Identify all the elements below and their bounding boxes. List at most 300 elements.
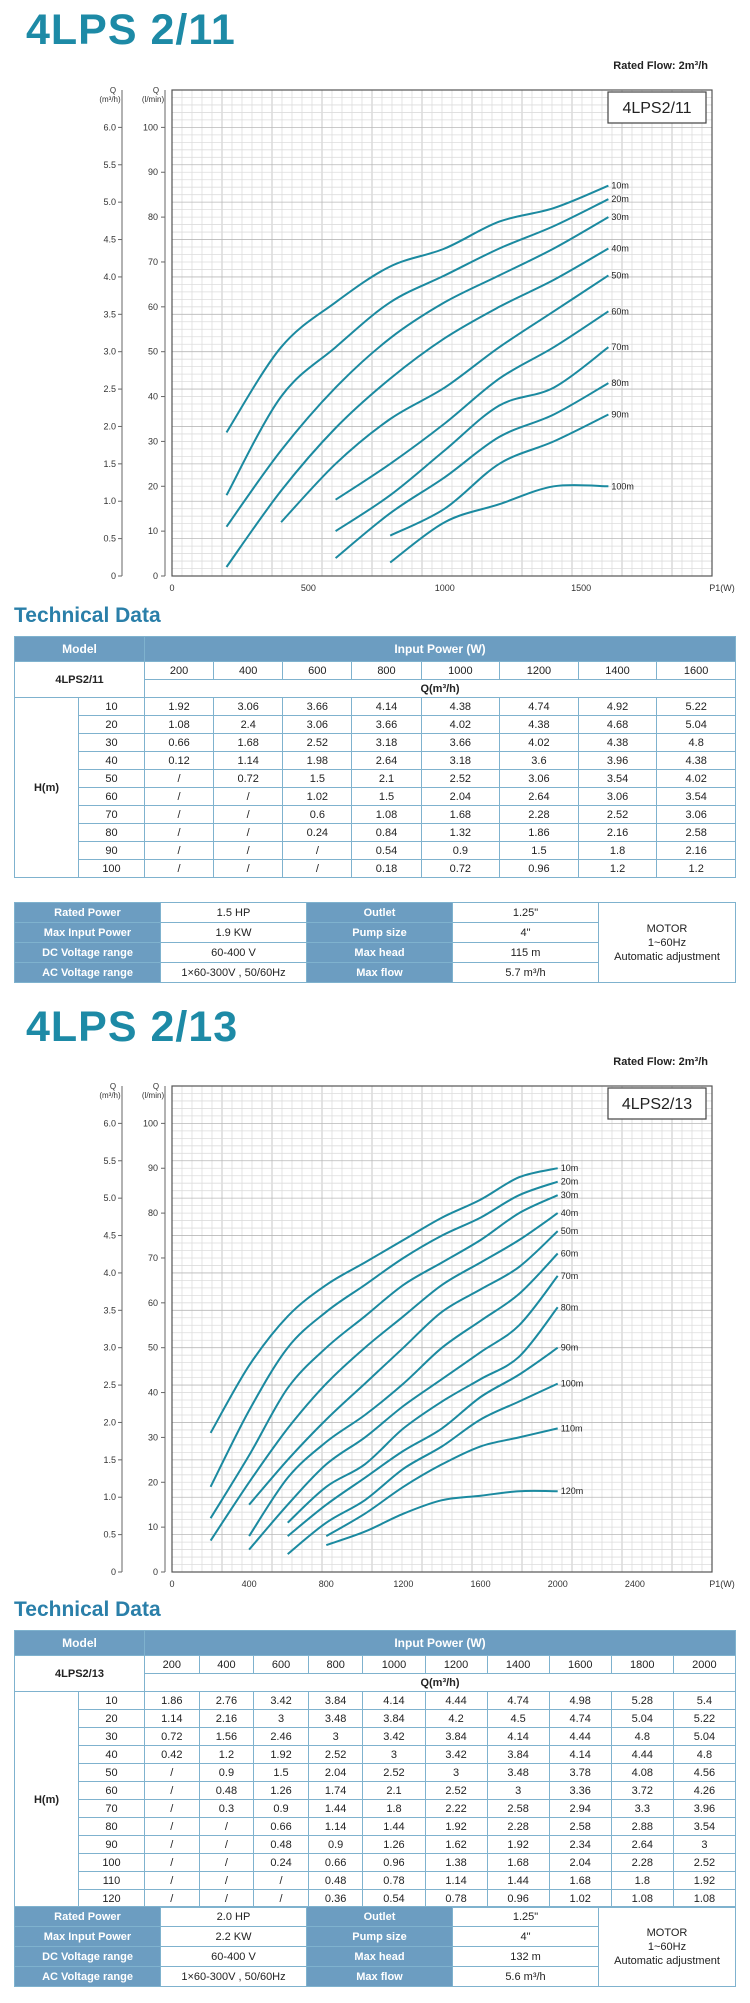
flow-value: 4.44 [425, 1692, 487, 1710]
y2-tick-label: 30 [147, 436, 158, 447]
flow-value: 3.42 [425, 1746, 487, 1764]
flow-value: 1.08 [145, 716, 214, 734]
flow-value: 1.08 [673, 1890, 735, 1908]
flow-value: / [145, 1818, 200, 1836]
outlet-label: Outlet [307, 1907, 453, 1927]
flow-value: 1.92 [254, 1746, 309, 1764]
flow-unit-label: Q(m³/h) [145, 680, 736, 698]
flow-value: 3 [363, 1746, 425, 1764]
x-tick-label: 2000 [547, 1579, 568, 1589]
performance-chart [0, 80, 750, 600]
flow-value: 0.48 [199, 1782, 254, 1800]
flow-value: 0.72 [421, 860, 500, 878]
flow-value: 3.48 [308, 1710, 363, 1728]
y2-tick-label: 10 [147, 1522, 158, 1533]
flow-value: 4.02 [421, 716, 500, 734]
x-tick-label: 2400 [624, 1579, 645, 1589]
flow-value: / [283, 860, 352, 878]
y-tick-label: 4.5 [103, 234, 116, 245]
x-tick-label: 800 [318, 1579, 334, 1589]
flow-value: 1.2 [657, 860, 736, 878]
flow-value: 0.54 [363, 1890, 425, 1908]
y-axis-label: Q [109, 1082, 117, 1091]
head-value: 20 [79, 1710, 145, 1728]
flow-value: / [145, 1872, 200, 1890]
flow-value: 2.34 [549, 1836, 611, 1854]
flow-value: 4.8 [611, 1728, 673, 1746]
flow-value: 2.22 [425, 1800, 487, 1818]
flow-value: 1.26 [254, 1782, 309, 1800]
flow-value: 2.64 [500, 788, 579, 806]
flow-value: 2.58 [657, 824, 736, 842]
curve-90m [390, 415, 608, 536]
flow-value: 2.94 [549, 1800, 611, 1818]
curve-label-30m: 30m [560, 1190, 579, 1201]
head-label: H(m) [15, 1692, 79, 1908]
flow-value: / [214, 860, 283, 878]
y2-tick-label: 10 [147, 526, 158, 537]
y2-tick-label: 60 [147, 301, 158, 312]
head-value: 90 [79, 1836, 145, 1854]
flow-value: 4.38 [657, 752, 736, 770]
x-tick-label: 400 [241, 1579, 257, 1589]
y-tick-label: 2.5 [103, 384, 116, 395]
y-axis-label: (m³/h) [99, 1091, 121, 1100]
flow-value: 3 [425, 1764, 487, 1782]
x-tick-label: 1500 [571, 583, 592, 593]
flow-value: / [254, 1872, 309, 1890]
flow-value: 0.66 [254, 1818, 309, 1836]
flow-value: 1.68 [421, 806, 500, 824]
y-axis-label: Q [109, 86, 117, 95]
flow-value: 1.92 [145, 698, 214, 716]
flow-value: 1.92 [425, 1818, 487, 1836]
curve-50m [249, 1231, 558, 1505]
head-value: 10 [79, 1692, 145, 1710]
flow-value: 0.36 [308, 1890, 363, 1908]
power-value: 1600 [657, 662, 736, 680]
power-value: 600 [283, 662, 352, 680]
pump-size-value: 4" [453, 923, 599, 943]
flow-value: 1.14 [214, 752, 283, 770]
flow-value: 3.84 [363, 1710, 425, 1728]
curve-label-80m: 80m [611, 378, 629, 389]
input-power-header: Input Power (W) [145, 637, 736, 662]
flow-value: / [145, 824, 214, 842]
flow-value: 2.64 [611, 1836, 673, 1854]
curve-30m [211, 1195, 558, 1518]
technical-data-table [14, 1630, 736, 1908]
curve-10m [227, 186, 609, 433]
power-value: 200 [145, 1656, 200, 1674]
head-value: 110 [79, 1872, 145, 1890]
flow-value: 3 [254, 1710, 309, 1728]
y-tick-label: 4.0 [103, 1267, 116, 1278]
y2-tick-label: 100 [142, 122, 158, 133]
curve-label-20m: 20m [611, 194, 629, 205]
power-value: 1800 [611, 1656, 673, 1674]
outlet-label: Outlet [307, 903, 453, 923]
y-tick-label: 5.5 [103, 1155, 116, 1166]
y2-tick-label: 100 [142, 1118, 158, 1129]
flow-value: 4.74 [487, 1692, 549, 1710]
flow-value: 3.66 [421, 734, 500, 752]
power-value: 1400 [578, 662, 657, 680]
flow-value: 4.08 [611, 1764, 673, 1782]
flow-value: 1.92 [673, 1872, 735, 1890]
head-value: 30 [79, 1728, 145, 1746]
flow-value: 1.2 [199, 1746, 254, 1764]
flow-value: 3.6 [500, 752, 579, 770]
flow-value: 1.08 [352, 806, 421, 824]
flow-value: 5.04 [657, 716, 736, 734]
curve-label-10m: 10m [560, 1163, 579, 1174]
max-input-power-label: Max Input Power [15, 1927, 161, 1947]
flow-value: / [199, 1836, 254, 1854]
flow-value: 2.16 [578, 824, 657, 842]
power-value: 400 [214, 662, 283, 680]
model-name: 4LPS2/11 [15, 662, 145, 698]
flow-value: / [145, 1764, 200, 1782]
flow-value: 1.38 [425, 1854, 487, 1872]
max-input-power-value: 1.9 KW [161, 923, 307, 943]
flow-value: 1.62 [425, 1836, 487, 1854]
flow-value: 4.98 [549, 1692, 611, 1710]
outlet-value: 1.25" [453, 903, 599, 923]
flow-value: 2.76 [199, 1692, 254, 1710]
flow-value: 2.52 [578, 806, 657, 824]
y-tick-label: 5.5 [103, 159, 116, 170]
flow-value: 4.68 [578, 716, 657, 734]
spec-table [14, 902, 736, 983]
max-head-value: 115 m [453, 943, 599, 963]
flow-value: / [145, 842, 214, 860]
head-value: 90 [79, 842, 145, 860]
dc-voltage-value: 60-400 V [161, 943, 307, 963]
y-tick-label: 6.0 [103, 1118, 116, 1129]
curve-label-50m: 50m [611, 270, 629, 281]
flow-value: 2.04 [421, 788, 500, 806]
technical-data-heading: Technical Data [14, 1598, 161, 1621]
flow-value: 3.42 [363, 1728, 425, 1746]
y2-axis-label: Q [152, 1082, 160, 1091]
flow-value: 1.08 [611, 1890, 673, 1908]
head-value: 30 [79, 734, 145, 752]
y2-axis-label: Q [152, 86, 160, 95]
flow-value: 3 [487, 1782, 549, 1800]
flow-value: / [199, 1890, 254, 1908]
flow-value: 2.52 [425, 1782, 487, 1800]
flow-value: 3.66 [352, 716, 421, 734]
x-tick-label: 1600 [470, 1579, 491, 1589]
x-tick-label: 0 [169, 1579, 175, 1589]
flow-value: 1.44 [487, 1872, 549, 1890]
y-tick-label: 0.5 [103, 1529, 116, 1540]
y2-tick-label: 60 [147, 1297, 158, 1308]
flow-value: 4.26 [673, 1782, 735, 1800]
curve-label-70m: 70m [611, 342, 629, 353]
flow-value: 3.42 [254, 1692, 309, 1710]
flow-value: 3.06 [578, 788, 657, 806]
pump-size-value: 4" [453, 1927, 599, 1947]
head-value: 80 [79, 1818, 145, 1836]
head-value: 70 [79, 806, 145, 824]
curve-label-40m: 40m [611, 243, 629, 254]
flow-value: 5.04 [611, 1710, 673, 1728]
flow-value: 1.2 [578, 860, 657, 878]
curve-100m [288, 1384, 558, 1555]
flow-value: 4.14 [549, 1746, 611, 1764]
flow-value: 2.52 [363, 1764, 425, 1782]
y-tick-label: 1.5 [103, 1454, 116, 1465]
curve-label-100m: 100m [560, 1378, 584, 1389]
pump-size-label: Pump size [307, 1927, 453, 1947]
flow-value: 2.28 [611, 1854, 673, 1872]
flow-value: 1.44 [308, 1800, 363, 1818]
power-value: 1600 [549, 1656, 611, 1674]
curve-40m [211, 1213, 558, 1541]
curve-20m [227, 199, 609, 495]
outlet-value: 1.25" [453, 1907, 599, 1927]
flow-value: 2.28 [500, 806, 579, 824]
flow-value: 2.04 [308, 1764, 363, 1782]
y-tick-label: 3.0 [103, 346, 116, 357]
y-axis-label: (m³/h) [99, 95, 121, 104]
flow-unit-label: Q(m³/h) [145, 1674, 736, 1692]
flow-value: 0.96 [363, 1854, 425, 1872]
flow-value: 5.4 [673, 1692, 735, 1710]
flow-value: 4.02 [657, 770, 736, 788]
x-tick-label: 500 [300, 583, 316, 593]
flow-value: / [145, 1890, 200, 1908]
rated-power-label: Rated Power [15, 903, 161, 923]
y2-tick-label: 80 [147, 212, 158, 223]
flow-value: 0.3 [199, 1800, 254, 1818]
head-value: 50 [79, 1764, 145, 1782]
flow-value: 0.96 [487, 1890, 549, 1908]
y2-tick-label: 40 [147, 391, 158, 402]
power-value: 800 [352, 662, 421, 680]
flow-value: 1.32 [421, 824, 500, 842]
flow-value: 1.5 [254, 1764, 309, 1782]
flow-value: 3.84 [425, 1728, 487, 1746]
flow-value: 3.06 [214, 698, 283, 716]
max-input-power-label: Max Input Power [15, 923, 161, 943]
x-tick-label: 1000 [434, 583, 455, 593]
flow-value: 0.42 [145, 1746, 200, 1764]
flow-value: 3.18 [421, 752, 500, 770]
flow-value: 2.16 [657, 842, 736, 860]
y-tick-label: 1.5 [103, 458, 116, 469]
dc-voltage-label: DC Voltage range [15, 943, 161, 963]
curve-label-70m: 70m [560, 1270, 579, 1281]
flow-value: 1.74 [308, 1782, 363, 1800]
head-value: 100 [79, 860, 145, 878]
flow-value: 2.52 [673, 1854, 735, 1872]
flow-value: 3.84 [487, 1746, 549, 1764]
flow-value: 0.66 [308, 1854, 363, 1872]
flow-value: 5.22 [673, 1710, 735, 1728]
flow-value: 0.48 [308, 1872, 363, 1890]
x-axis-label: P1(W) [709, 1579, 735, 1589]
y2-tick-label: 80 [147, 1208, 158, 1219]
ac-voltage-value: 1×60-300V , 50/60Hz [161, 1967, 307, 1987]
curve-label-60m: 60m [560, 1248, 579, 1259]
y2-axis-label: (l/min) [141, 95, 165, 104]
flow-value: 0.96 [500, 860, 579, 878]
curve-label-50m: 50m [560, 1226, 579, 1237]
flow-value: 2.52 [283, 734, 352, 752]
y2-tick-label: 20 [147, 1477, 158, 1488]
flow-value: / [199, 1854, 254, 1872]
curve-90m [288, 1348, 558, 1536]
y-tick-label: 3.0 [103, 1342, 116, 1353]
flow-value: 3.06 [283, 716, 352, 734]
y2-tick-label: 40 [147, 1387, 158, 1398]
flow-value: / [145, 770, 214, 788]
y2-tick-label: 50 [147, 1342, 158, 1353]
flow-value: 0.9 [421, 842, 500, 860]
x-tick-label: 1200 [393, 1579, 414, 1589]
flow-value: / [145, 788, 214, 806]
flow-value: 3.3 [611, 1800, 673, 1818]
flow-value: 0.66 [145, 734, 214, 752]
y2-tick-label: 0 [152, 571, 158, 581]
flow-value: 1.68 [487, 1854, 549, 1872]
flow-value: 0.54 [352, 842, 421, 860]
y-tick-label: 5.0 [103, 197, 116, 208]
model-header: Model [15, 637, 145, 662]
y2-axis-label: (l/min) [141, 1091, 165, 1100]
y2-tick-label: 70 [147, 1252, 158, 1263]
flow-value: 1.86 [500, 824, 579, 842]
y2-tick-label: 90 [147, 167, 158, 178]
spec-table [14, 1906, 736, 1987]
flow-value: 1.02 [549, 1890, 611, 1908]
head-value: 60 [79, 788, 145, 806]
technical-data-table [14, 636, 736, 878]
flow-value: 0.24 [283, 824, 352, 842]
flow-value: 0.78 [425, 1890, 487, 1908]
flow-value: 0.72 [145, 1728, 200, 1746]
max-flow-label: Max flow [307, 963, 453, 983]
power-value: 1000 [421, 662, 500, 680]
y-tick-label: 4.5 [103, 1230, 116, 1241]
max-head-label: Max head [307, 1947, 453, 1967]
curve-label-110m: 110m [560, 1423, 583, 1434]
rated-power-label: Rated Power [15, 1907, 161, 1927]
flow-value: 3.48 [487, 1764, 549, 1782]
ac-voltage-value: 1×60-300V , 50/60Hz [161, 963, 307, 983]
flow-value: 5.28 [611, 1692, 673, 1710]
motor-info: MOTOR 1~60Hz Automatic adjustment [599, 903, 736, 983]
ac-voltage-label: AC Voltage range [15, 1967, 161, 1987]
flow-value: 0.6 [283, 806, 352, 824]
flow-value: / [145, 1854, 200, 1872]
flow-value: 2.52 [421, 770, 500, 788]
head-value: 60 [79, 1782, 145, 1800]
flow-value: 3.54 [673, 1818, 735, 1836]
x-tick-label: 0 [169, 583, 175, 593]
curve-label-80m: 80m [560, 1302, 579, 1313]
flow-value: 1.98 [283, 752, 352, 770]
y-tick-label: 2.5 [103, 1380, 116, 1391]
flow-value: 1.92 [487, 1836, 549, 1854]
flow-value: 2.28 [487, 1818, 549, 1836]
flow-value: 0.24 [254, 1854, 309, 1872]
max-flow-value: 5.6 m³/h [453, 1967, 599, 1987]
y-tick-label: 3.5 [103, 1305, 116, 1316]
input-power-header: Input Power (W) [145, 1631, 736, 1656]
flow-value: 1.56 [199, 1728, 254, 1746]
flow-value: / [214, 788, 283, 806]
flow-value: 2.1 [352, 770, 421, 788]
flow-value: 1.26 [363, 1836, 425, 1854]
y2-tick-label: 90 [147, 1163, 158, 1174]
flow-value: 2.04 [549, 1854, 611, 1872]
flow-value: 4.38 [578, 734, 657, 752]
max-head-value: 132 m [453, 1947, 599, 1967]
power-value: 200 [145, 662, 214, 680]
y-tick-label: 3.5 [103, 309, 116, 320]
flow-value: 4.8 [657, 734, 736, 752]
curve-label-60m: 60m [611, 306, 629, 317]
curve-30m [227, 217, 609, 527]
flow-value: 4.14 [487, 1728, 549, 1746]
x-axis-label: P1(W) [709, 583, 735, 593]
flow-value: 3.84 [308, 1692, 363, 1710]
curve-label-90m: 90m [560, 1342, 579, 1353]
power-value: 2000 [673, 1656, 735, 1674]
model-header: Model [15, 1631, 145, 1656]
pump-title: 4LPS 2/13 [26, 1003, 239, 1051]
flow-value: 3.06 [657, 806, 736, 824]
y-tick-label: 2.0 [103, 421, 116, 432]
flow-value: 4.74 [500, 698, 579, 716]
max-flow-label: Max flow [307, 1967, 453, 1987]
flow-value: 3.96 [673, 1800, 735, 1818]
flow-value: 0.84 [352, 824, 421, 842]
curve-label-90m: 90m [611, 409, 629, 420]
flow-value: 0.18 [352, 860, 421, 878]
flow-value: 3.72 [611, 1782, 673, 1800]
flow-value: 1.14 [308, 1818, 363, 1836]
flow-value: 2.52 [308, 1746, 363, 1764]
flow-value: 3 [308, 1728, 363, 1746]
flow-value: 4.44 [611, 1746, 673, 1764]
y-tick-label: 1.0 [103, 1492, 116, 1503]
head-value: 40 [79, 1746, 145, 1764]
flow-value: 0.48 [254, 1836, 309, 1854]
flow-value: 1.44 [363, 1818, 425, 1836]
flow-value: 1.14 [145, 1710, 200, 1728]
flow-value: 0.72 [214, 770, 283, 788]
rated-flow: Rated Flow: 2m³/h [613, 60, 708, 72]
max-flow-value: 5.7 m³/h [453, 963, 599, 983]
y2-tick-label: 70 [147, 256, 158, 267]
flow-value: 1.14 [425, 1872, 487, 1890]
flow-value: 4.74 [549, 1710, 611, 1728]
dc-voltage-label: DC Voltage range [15, 1947, 161, 1967]
power-value: 1200 [425, 1656, 487, 1674]
rated-power-value: 2.0 HP [161, 1907, 307, 1927]
flow-value: / [145, 806, 214, 824]
dc-voltage-value: 60-400 V [161, 1947, 307, 1967]
curve-label-10m: 10m [611, 180, 629, 191]
flow-value: 4.44 [549, 1728, 611, 1746]
curve-label-20m: 20m [560, 1176, 579, 1187]
model-name: 4LPS2/13 [15, 1656, 145, 1692]
